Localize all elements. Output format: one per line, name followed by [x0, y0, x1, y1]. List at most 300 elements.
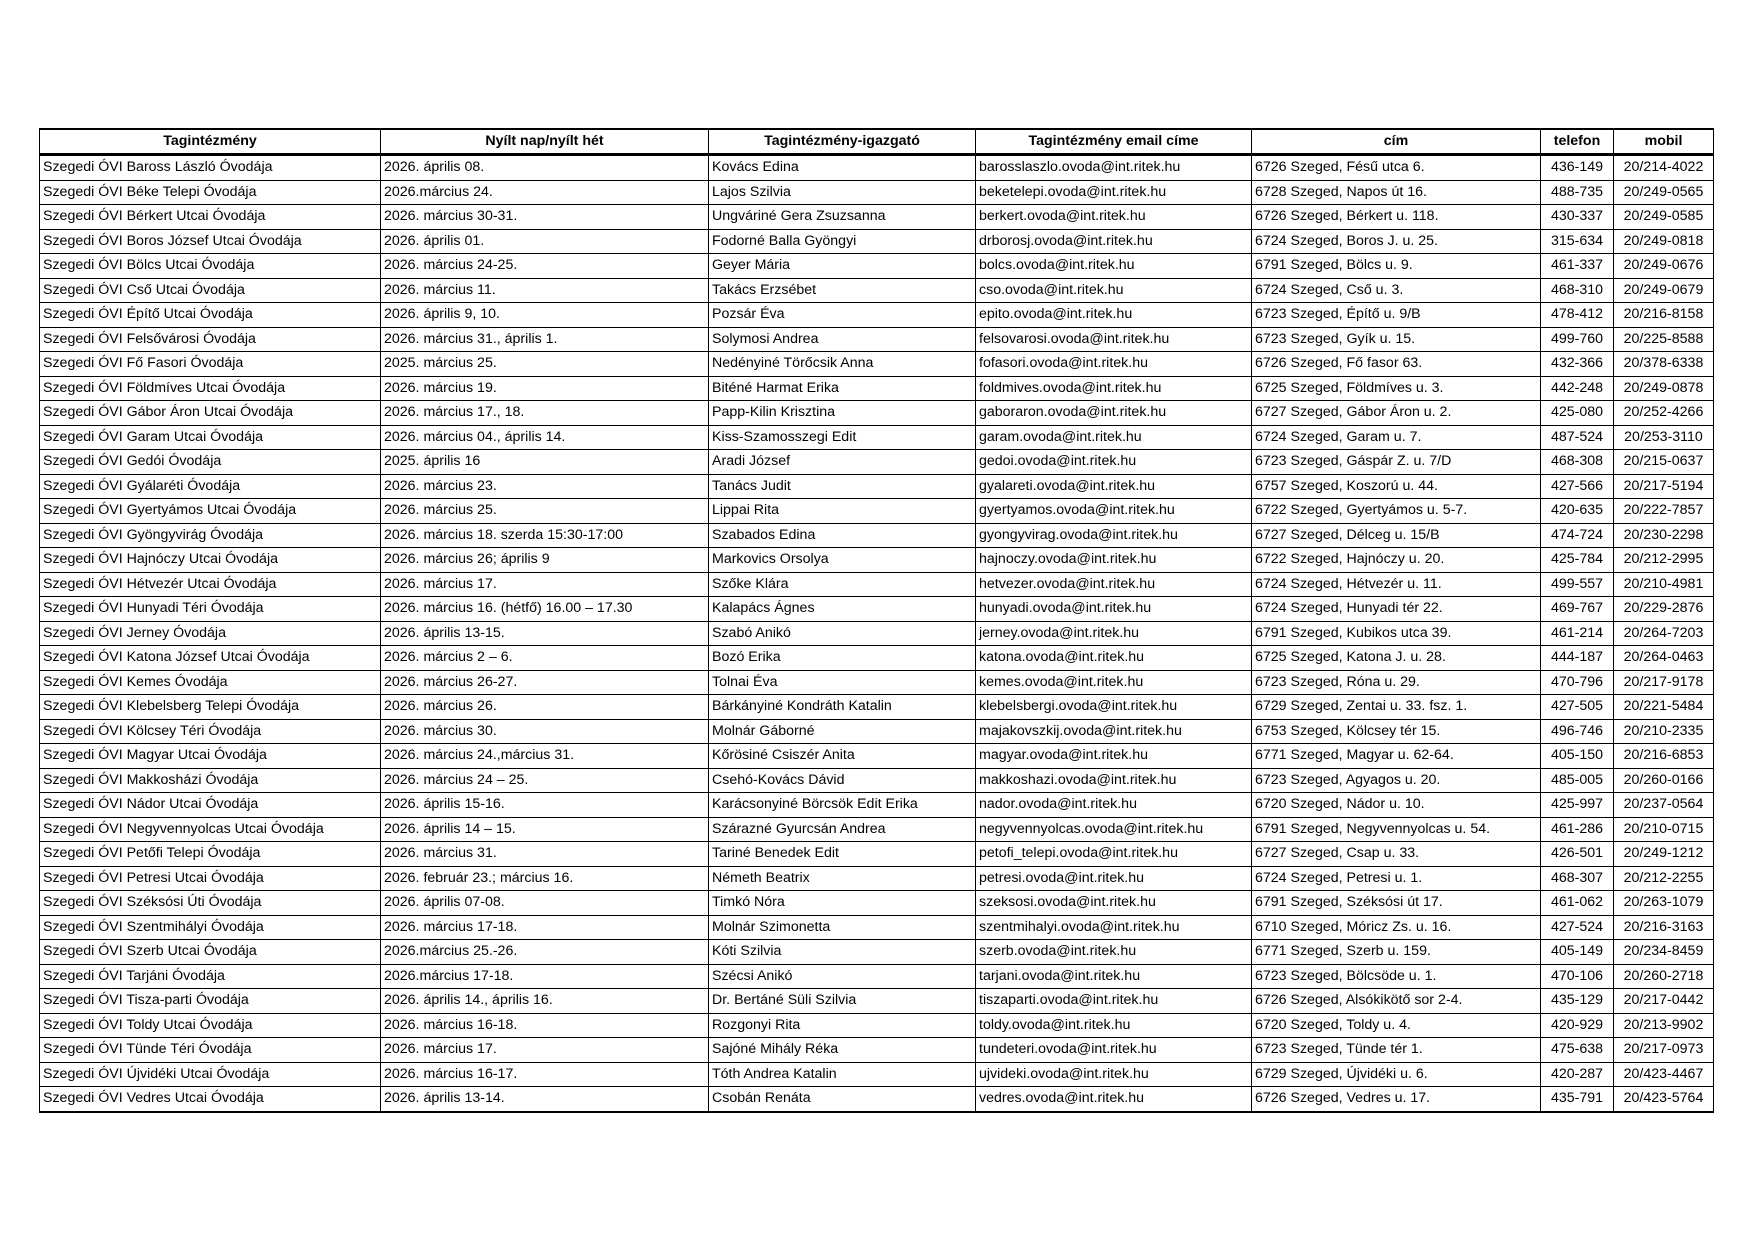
table-row [40, 646, 1714, 671]
address-cell: 6771 Szeged, Szerb u. 159. [1252, 940, 1541, 965]
institution-cell: Szegedi ÓVI Makkosházi Óvodája [40, 768, 381, 793]
director-cell: Németh Beatrix [709, 866, 976, 891]
institution-cell: Szegedi ÓVI Jerney Óvodája [40, 621, 381, 646]
open-day-cell: 2026. március 19. [381, 376, 709, 401]
address-cell: 6726 Szeged, Fő fasor 63. [1252, 352, 1541, 377]
director-cell: Szabó Anikó [709, 621, 976, 646]
mobile-cell: 20/260-2718 [1614, 964, 1714, 989]
mobile-cell: 20/234-8459 [1614, 940, 1714, 965]
open-day-cell: 2026. március 2 – 6. [381, 646, 709, 671]
email-cell: gaboraron.ovoda@int.ritek.hu [976, 401, 1252, 426]
phone-cell: 315-634 [1541, 229, 1614, 254]
table-row [40, 744, 1714, 769]
institution-cell: Szegedi ÓVI Baross László Óvodája [40, 155, 381, 181]
director-cell: Kőrösiné Csiszér Anita [709, 744, 976, 769]
institution-cell: Szegedi ÓVI Építő Utcai Óvodája [40, 303, 381, 328]
institution-cell: Szegedi ÓVI Hétvezér Utcai Óvodája [40, 572, 381, 597]
table-row [40, 180, 1714, 205]
director-cell: Bozó Erika [709, 646, 976, 671]
open-day-cell: 2026. április 14., április 16. [381, 989, 709, 1014]
table-row [40, 1013, 1714, 1038]
director-cell: Molnár Szimonetta [709, 915, 976, 940]
email-cell: drborosj.ovoda@int.ritek.hu [976, 229, 1252, 254]
phone-cell: 427-566 [1541, 474, 1614, 499]
address-cell: 6724 Szeged, Boros J. u. 25. [1252, 229, 1541, 254]
address-cell: 6771 Szeged, Magyar u. 62-64. [1252, 744, 1541, 769]
director-cell: Molnár Gáborné [709, 719, 976, 744]
director-cell: Karácsonyiné Börcsök Edit Erika [709, 793, 976, 818]
institution-cell: Szegedi ÓVI Tisza-parti Óvodája [40, 989, 381, 1014]
email-cell: negyvennyolcas.ovoda@int.ritek.hu [976, 817, 1252, 842]
table-row [40, 989, 1714, 1014]
email-cell: fofasori.ovoda@int.ritek.hu [976, 352, 1252, 377]
open-day-cell: 2026. április 01. [381, 229, 709, 254]
phone-cell: 425-784 [1541, 548, 1614, 573]
email-cell: tiszaparti.ovoda@int.ritek.hu [976, 989, 1252, 1014]
open-day-cell: 2026. március 24-25. [381, 254, 709, 279]
director-cell: Bárkányiné Kondráth Katalin [709, 695, 976, 720]
mobile-cell: 20/216-8158 [1614, 303, 1714, 328]
email-cell: majakovszkij.ovoda@int.ritek.hu [976, 719, 1252, 744]
mobile-cell: 20/378-6338 [1614, 352, 1714, 377]
director-cell: Dr. Bertáné Süli Szilvia [709, 989, 976, 1014]
institution-cell: Szegedi ÓVI Cső Utcai Óvodája [40, 278, 381, 303]
address-cell: 6722 Szeged, Hajnóczy u. 20. [1252, 548, 1541, 573]
mobile-cell: 20/249-0679 [1614, 278, 1714, 303]
phone-cell: 469-767 [1541, 597, 1614, 622]
institution-cell: Szegedi ÓVI Bölcs Utcai Óvodája [40, 254, 381, 279]
table-row [40, 523, 1714, 548]
phone-cell: 444-187 [1541, 646, 1614, 671]
open-day-cell: 2026. március 17-18. [381, 915, 709, 940]
institution-cell: Szegedi ÓVI Béke Telepi Óvodája [40, 180, 381, 205]
open-day-cell: 2026. április 14 – 15. [381, 817, 709, 842]
director-cell: Solymosi Andrea [709, 327, 976, 352]
open-day-cell: 2026. április 15-16. [381, 793, 709, 818]
director-cell: Fodorné Balla Gyöngyi [709, 229, 976, 254]
mobile-cell: 20/249-0818 [1614, 229, 1714, 254]
table-row [40, 964, 1714, 989]
mobile-cell: 20/260-0166 [1614, 768, 1714, 793]
director-cell: Lajos Szilvia [709, 180, 976, 205]
mobile-cell: 20/217-9178 [1614, 670, 1714, 695]
institution-cell: Szegedi ÓVI Magyar Utcai Óvodája [40, 744, 381, 769]
institution-cell: Szegedi ÓVI Nádor Utcai Óvodája [40, 793, 381, 818]
director-cell: Kalapács Ágnes [709, 597, 976, 622]
email-cell: gyalareti.ovoda@int.ritek.hu [976, 474, 1252, 499]
table-row [40, 572, 1714, 597]
email-cell: vedres.ovoda@int.ritek.hu [976, 1087, 1252, 1112]
director-cell: Kóti Szilvia [709, 940, 976, 965]
phone-cell: 468-310 [1541, 278, 1614, 303]
address-cell: 6727 Szeged, Csap u. 33. [1252, 842, 1541, 867]
phone-cell: 470-796 [1541, 670, 1614, 695]
address-cell: 6723 Szeged, Róna u. 29. [1252, 670, 1541, 695]
table-row [40, 817, 1714, 842]
address-cell: 6724 Szeged, Cső u. 3. [1252, 278, 1541, 303]
address-cell: 6722 Szeged, Gyertyámos u. 5-7. [1252, 499, 1541, 524]
director-cell: Tóth Andrea Katalin [709, 1062, 976, 1087]
email-cell: klebelsbergi.ovoda@int.ritek.hu [976, 695, 1252, 720]
phone-cell: 468-308 [1541, 450, 1614, 475]
table-row [40, 450, 1714, 475]
address-cell: 6791 Szeged, Negyvennyolcas u. 54. [1252, 817, 1541, 842]
institution-cell: Szegedi ÓVI Széksósi Úti Óvodája [40, 891, 381, 916]
table-row [40, 205, 1714, 230]
address-cell: 6724 Szeged, Hétvezér u. 11. [1252, 572, 1541, 597]
address-cell: 6726 Szeged, Vedres u. 17. [1252, 1087, 1541, 1112]
open-day-cell: 2026. március 11. [381, 278, 709, 303]
institution-cell: Szegedi ÓVI Hunyadi Téri Óvodája [40, 597, 381, 622]
email-cell: hajnoczy.ovoda@int.ritek.hu [976, 548, 1252, 573]
open-day-cell: 2026. április 08. [381, 155, 709, 181]
table-row [40, 793, 1714, 818]
institution-cell: Szegedi ÓVI Tarjáni Óvodája [40, 964, 381, 989]
address-cell: 6725 Szeged, Katona J. u. 28. [1252, 646, 1541, 671]
mobile-cell: 20/213-9902 [1614, 1013, 1714, 1038]
open-day-cell: 2026. április 9, 10. [381, 303, 709, 328]
open-day-cell: 2026. március 16-17. [381, 1062, 709, 1087]
open-day-cell: 2026.március 25.-26. [381, 940, 709, 965]
director-cell: Sajóné Mihály Réka [709, 1038, 976, 1063]
director-cell: Szécsi Anikó [709, 964, 976, 989]
mobile-cell: 20/217-5194 [1614, 474, 1714, 499]
director-cell: Biténé Harmat Erika [709, 376, 976, 401]
table-row [40, 768, 1714, 793]
table-row [40, 842, 1714, 867]
open-day-cell: 2026. március 23. [381, 474, 709, 499]
mobile-cell: 20/212-2255 [1614, 866, 1714, 891]
mobile-cell: 20/249-0565 [1614, 180, 1714, 205]
address-cell: 6723 Szeged, Gáspár Z. u. 7/D [1252, 450, 1541, 475]
open-day-cell: 2026.március 17-18. [381, 964, 709, 989]
table-row [40, 915, 1714, 940]
address-cell: 6725 Szeged, Földmíves u. 3. [1252, 376, 1541, 401]
table-row [40, 891, 1714, 916]
table-row [40, 254, 1714, 279]
address-cell: 6724 Szeged, Petresi u. 1. [1252, 866, 1541, 891]
open-day-cell: 2026. április 13-14. [381, 1087, 709, 1112]
table-row [40, 376, 1714, 401]
institution-cell: Szegedi ÓVI Szentmihályi Óvodája [40, 915, 381, 940]
email-cell: felsovarosi.ovoda@int.ritek.hu [976, 327, 1252, 352]
table-row [40, 695, 1714, 720]
open-day-cell: 2026. március 30. [381, 719, 709, 744]
director-cell: Nedényiné Törőcsik Anna [709, 352, 976, 377]
phone-cell: 485-005 [1541, 768, 1614, 793]
open-day-cell: 2025. március 25. [381, 352, 709, 377]
director-cell: Tanács Judit [709, 474, 976, 499]
table-row [40, 940, 1714, 965]
mobile-cell: 20/221-5484 [1614, 695, 1714, 720]
email-cell: berkert.ovoda@int.ritek.hu [976, 205, 1252, 230]
header-email: Tagintézmény email címe [976, 129, 1252, 155]
mobile-cell: 20/214-4022 [1614, 155, 1714, 181]
open-day-cell: 2026. március 17. [381, 572, 709, 597]
table-row [40, 278, 1714, 303]
open-day-cell: 2026. március 16-18. [381, 1013, 709, 1038]
mobile-cell: 20/222-7857 [1614, 499, 1714, 524]
email-cell: tarjani.ovoda@int.ritek.hu [976, 964, 1252, 989]
email-cell: katona.ovoda@int.ritek.hu [976, 646, 1252, 671]
director-cell: Kiss-Szamosszegi Edit [709, 425, 976, 450]
open-day-cell: 2026. március 17. [381, 1038, 709, 1063]
mobile-cell: 20/217-0973 [1614, 1038, 1714, 1063]
institution-cell: Szegedi ÓVI Garam Utcai Óvodája [40, 425, 381, 450]
table-row [40, 597, 1714, 622]
institution-cell: Szegedi ÓVI Szerb Utcai Óvodája [40, 940, 381, 965]
table-row [40, 866, 1714, 891]
director-cell: Ungváriné Gera Zsuzsanna [709, 205, 976, 230]
institution-cell: Szegedi ÓVI Újvidéki Utcai Óvodája [40, 1062, 381, 1087]
address-cell: 6724 Szeged, Garam u. 7. [1252, 425, 1541, 450]
institution-cell: Szegedi ÓVI Felsővárosi Óvodája [40, 327, 381, 352]
phone-cell: 468-307 [1541, 866, 1614, 891]
director-cell: Csehó-Kovács Dávid [709, 768, 976, 793]
phone-cell: 487-524 [1541, 425, 1614, 450]
email-cell: epito.ovoda@int.ritek.hu [976, 303, 1252, 328]
institution-cell: Szegedi ÓVI Fő Fasori Óvodája [40, 352, 381, 377]
director-cell: Csobán Renáta [709, 1087, 976, 1112]
open-day-cell: 2026. március 24.,március 31. [381, 744, 709, 769]
header-institution: Tagintézmény [40, 129, 381, 155]
institution-cell: Szegedi ÓVI Gedói Óvodája [40, 450, 381, 475]
table-row [40, 670, 1714, 695]
open-day-cell: 2026. március 26-27. [381, 670, 709, 695]
open-day-cell: 2026. április 13-15. [381, 621, 709, 646]
open-day-cell: 2026. március 30-31. [381, 205, 709, 230]
institution-cell: Szegedi ÓVI Negyvennyolcas Utcai Óvodája [40, 817, 381, 842]
mobile-cell: 20/253-3110 [1614, 425, 1714, 450]
table-row [40, 499, 1714, 524]
director-cell: Szárazné Gyurcsán Andrea [709, 817, 976, 842]
institution-cell: Szegedi ÓVI Gábor Áron Utcai Óvodája [40, 401, 381, 426]
institution-cell: Szegedi ÓVI Kemes Óvodája [40, 670, 381, 695]
phone-cell: 461-062 [1541, 891, 1614, 916]
email-cell: barosslaszlo.ovoda@int.ritek.hu [976, 155, 1252, 181]
table-row [40, 1062, 1714, 1087]
institution-cell: Szegedi ÓVI Gyertyámos Utcai Óvodája [40, 499, 381, 524]
address-cell: 6791 Szeged, Kubikos utca 39. [1252, 621, 1541, 646]
email-cell: hunyadi.ovoda@int.ritek.hu [976, 597, 1252, 622]
address-cell: 6710 Szeged, Móricz Zs. u. 16. [1252, 915, 1541, 940]
table-row [40, 425, 1714, 450]
mobile-cell: 20/423-4467 [1614, 1062, 1714, 1087]
email-cell: toldy.ovoda@int.ritek.hu [976, 1013, 1252, 1038]
director-cell: Pozsár Éva [709, 303, 976, 328]
email-cell: magyar.ovoda@int.ritek.hu [976, 744, 1252, 769]
mobile-cell: 20/216-6853 [1614, 744, 1714, 769]
director-cell: Aradi József [709, 450, 976, 475]
address-cell: 6723 Szeged, Bölcsöde u. 1. [1252, 964, 1541, 989]
open-day-cell: 2026. április 07-08. [381, 891, 709, 916]
director-cell: Takács Erzsébet [709, 278, 976, 303]
email-cell: beketelepi.ovoda@int.ritek.hu [976, 180, 1252, 205]
address-cell: 6720 Szeged, Toldy u. 4. [1252, 1013, 1541, 1038]
mobile-cell: 20/237-0564 [1614, 793, 1714, 818]
open-day-cell: 2026. március 31. [381, 842, 709, 867]
table-row [40, 474, 1714, 499]
phone-cell: 425-080 [1541, 401, 1614, 426]
address-cell: 6727 Szeged, Gábor Áron u. 2. [1252, 401, 1541, 426]
open-day-cell: 2025. április 16 [381, 450, 709, 475]
address-cell: 6724 Szeged, Hunyadi tér 22. [1252, 597, 1541, 622]
phone-cell: 488-735 [1541, 180, 1614, 205]
header-phone: telefon [1541, 129, 1614, 155]
institution-cell: Szegedi ÓVI Petőfi Telepi Óvodája [40, 842, 381, 867]
open-day-cell: 2026.március 24. [381, 180, 709, 205]
open-day-cell: 2026. március 04., április 14. [381, 425, 709, 450]
email-cell: petofi_telepi.ovoda@int.ritek.hu [976, 842, 1252, 867]
mobile-cell: 20/249-1212 [1614, 842, 1714, 867]
email-cell: foldmives.ovoda@int.ritek.hu [976, 376, 1252, 401]
address-cell: 6726 Szeged, Fésű utca 6. [1252, 155, 1541, 181]
email-cell: cso.ovoda@int.ritek.hu [976, 278, 1252, 303]
phone-cell: 461-286 [1541, 817, 1614, 842]
director-cell: Szőke Klára [709, 572, 976, 597]
table-row [40, 1038, 1714, 1063]
open-day-cell: 2026. március 16. (hétfő) 16.00 – 17.30 [381, 597, 709, 622]
institution-cell: Szegedi ÓVI Katona József Utcai Óvodája [40, 646, 381, 671]
email-cell: gedoi.ovoda@int.ritek.hu [976, 450, 1252, 475]
director-cell: Geyer Mária [709, 254, 976, 279]
kindergarten-table [39, 128, 1714, 1113]
director-cell: Szabados Edina [709, 523, 976, 548]
phone-cell: 425-997 [1541, 793, 1614, 818]
open-day-cell: 2026. március 25. [381, 499, 709, 524]
table-row [40, 548, 1714, 573]
institution-cell: Szegedi ÓVI Földmíves Utcai Óvodája [40, 376, 381, 401]
email-cell: ujvideki.ovoda@int.ritek.hu [976, 1062, 1252, 1087]
mobile-cell: 20/423-5764 [1614, 1087, 1714, 1112]
institution-cell: Szegedi ÓVI Klebelsberg Telepi Óvodája [40, 695, 381, 720]
director-cell: Markovics Orsolya [709, 548, 976, 573]
institution-cell: Szegedi ÓVI Petresi Utcai Óvodája [40, 866, 381, 891]
table-row [40, 155, 1714, 181]
mobile-cell: 20/249-0878 [1614, 376, 1714, 401]
phone-cell: 420-287 [1541, 1062, 1614, 1087]
email-cell: szerb.ovoda@int.ritek.hu [976, 940, 1252, 965]
institution-cell: Szegedi ÓVI Gyálaréti Óvodája [40, 474, 381, 499]
mobile-cell: 20/249-0676 [1614, 254, 1714, 279]
phone-cell: 427-524 [1541, 915, 1614, 940]
table-body [40, 155, 1714, 1112]
director-cell: Kovács Edina [709, 155, 976, 181]
table-row [40, 327, 1714, 352]
email-cell: garam.ovoda@int.ritek.hu [976, 425, 1252, 450]
institution-cell: Szegedi ÓVI Boros József Utcai Óvodája [40, 229, 381, 254]
mobile-cell: 20/249-0585 [1614, 205, 1714, 230]
mobile-cell: 20/263-1079 [1614, 891, 1714, 916]
institution-cell: Szegedi ÓVI Bérkert Utcai Óvodája [40, 205, 381, 230]
header-director: Tagintézmény-igazgató [709, 129, 976, 155]
email-cell: gyertyamos.ovoda@int.ritek.hu [976, 499, 1252, 524]
institution-cell: Szegedi ÓVI Tünde Téri Óvodája [40, 1038, 381, 1063]
phone-cell: 496-746 [1541, 719, 1614, 744]
phone-cell: 478-412 [1541, 303, 1614, 328]
phone-cell: 461-214 [1541, 621, 1614, 646]
table-row [40, 621, 1714, 646]
open-day-cell: 2026. március 26; április 9 [381, 548, 709, 573]
open-day-cell: 2026. február 23.; március 16. [381, 866, 709, 891]
email-cell: szeksosi.ovoda@int.ritek.hu [976, 891, 1252, 916]
open-day-cell: 2026. március 31., április 1. [381, 327, 709, 352]
email-cell: szentmihalyi.ovoda@int.ritek.hu [976, 915, 1252, 940]
open-day-cell: 2026. március 18. szerda 15:30-17:00 [381, 523, 709, 548]
phone-cell: 435-129 [1541, 989, 1614, 1014]
mobile-cell: 20/225-8588 [1614, 327, 1714, 352]
open-day-cell: 2026. március 24 – 25. [381, 768, 709, 793]
address-cell: 6729 Szeged, Zentai u. 33. fsz. 1. [1252, 695, 1541, 720]
institution-cell: Szegedi ÓVI Vedres Utcai Óvodája [40, 1087, 381, 1112]
phone-cell: 426-501 [1541, 842, 1614, 867]
email-cell: petresi.ovoda@int.ritek.hu [976, 866, 1252, 891]
header-open-day: Nyílt nap/nyílt hét [381, 129, 709, 155]
phone-cell: 435-791 [1541, 1087, 1614, 1112]
address-cell: 6726 Szeged, Bérkert u. 118. [1252, 205, 1541, 230]
table-row [40, 719, 1714, 744]
mobile-cell: 20/217-0442 [1614, 989, 1714, 1014]
institution-cell: Szegedi ÓVI Toldy Utcai Óvodája [40, 1013, 381, 1038]
institution-cell: Szegedi ÓVI Gyöngyvirág Óvodája [40, 523, 381, 548]
mobile-cell: 20/264-7203 [1614, 621, 1714, 646]
open-day-cell: 2026. március 26. [381, 695, 709, 720]
open-day-cell: 2026. március 17., 18. [381, 401, 709, 426]
table-row [40, 401, 1714, 426]
mobile-cell: 20/212-2995 [1614, 548, 1714, 573]
institution-cell: Szegedi ÓVI Kölcsey Téri Óvodája [40, 719, 381, 744]
email-cell: nador.ovoda@int.ritek.hu [976, 793, 1252, 818]
phone-cell: 430-337 [1541, 205, 1614, 230]
address-cell: 6726 Szeged, Alsókikötő sor 2-4. [1252, 989, 1541, 1014]
phone-cell: 427-505 [1541, 695, 1614, 720]
address-cell: 6727 Szeged, Délceg u. 15/B [1252, 523, 1541, 548]
mobile-cell: 20/229-2876 [1614, 597, 1714, 622]
email-cell: tundeteri.ovoda@int.ritek.hu [976, 1038, 1252, 1063]
email-cell: gyongyvirag.ovoda@int.ritek.hu [976, 523, 1252, 548]
phone-cell: 405-150 [1541, 744, 1614, 769]
phone-cell: 475-638 [1541, 1038, 1614, 1063]
address-cell: 6723 Szeged, Agyagos u. 20. [1252, 768, 1541, 793]
address-cell: 6753 Szeged, Kölcsey tér 15. [1252, 719, 1541, 744]
address-cell: 6729 Szeged, Újvidéki u. 6. [1252, 1062, 1541, 1087]
phone-cell: 461-337 [1541, 254, 1614, 279]
mobile-cell: 20/215-0637 [1614, 450, 1714, 475]
table-row [40, 352, 1714, 377]
address-cell: 6720 Szeged, Nádor u. 10. [1252, 793, 1541, 818]
email-cell: bolcs.ovoda@int.ritek.hu [976, 254, 1252, 279]
phone-cell: 474-724 [1541, 523, 1614, 548]
phone-cell: 436-149 [1541, 155, 1614, 181]
table-row [40, 1087, 1714, 1112]
table-row [40, 229, 1714, 254]
mobile-cell: 20/216-3163 [1614, 915, 1714, 940]
header-mobile: mobil [1614, 129, 1714, 155]
address-cell: 6723 Szeged, Tünde tér 1. [1252, 1038, 1541, 1063]
email-cell: hetvezer.ovoda@int.ritek.hu [976, 572, 1252, 597]
mobile-cell: 20/264-0463 [1614, 646, 1714, 671]
director-cell: Lippai Rita [709, 499, 976, 524]
address-cell: 6757 Szeged, Koszorú u. 44. [1252, 474, 1541, 499]
table-row [40, 303, 1714, 328]
mobile-cell: 20/210-2335 [1614, 719, 1714, 744]
phone-cell: 442-248 [1541, 376, 1614, 401]
header-address: cím [1252, 129, 1541, 155]
phone-cell: 499-557 [1541, 572, 1614, 597]
address-cell: 6723 Szeged, Építő u. 9/B [1252, 303, 1541, 328]
phone-cell: 432-366 [1541, 352, 1614, 377]
header-row [40, 129, 1714, 155]
